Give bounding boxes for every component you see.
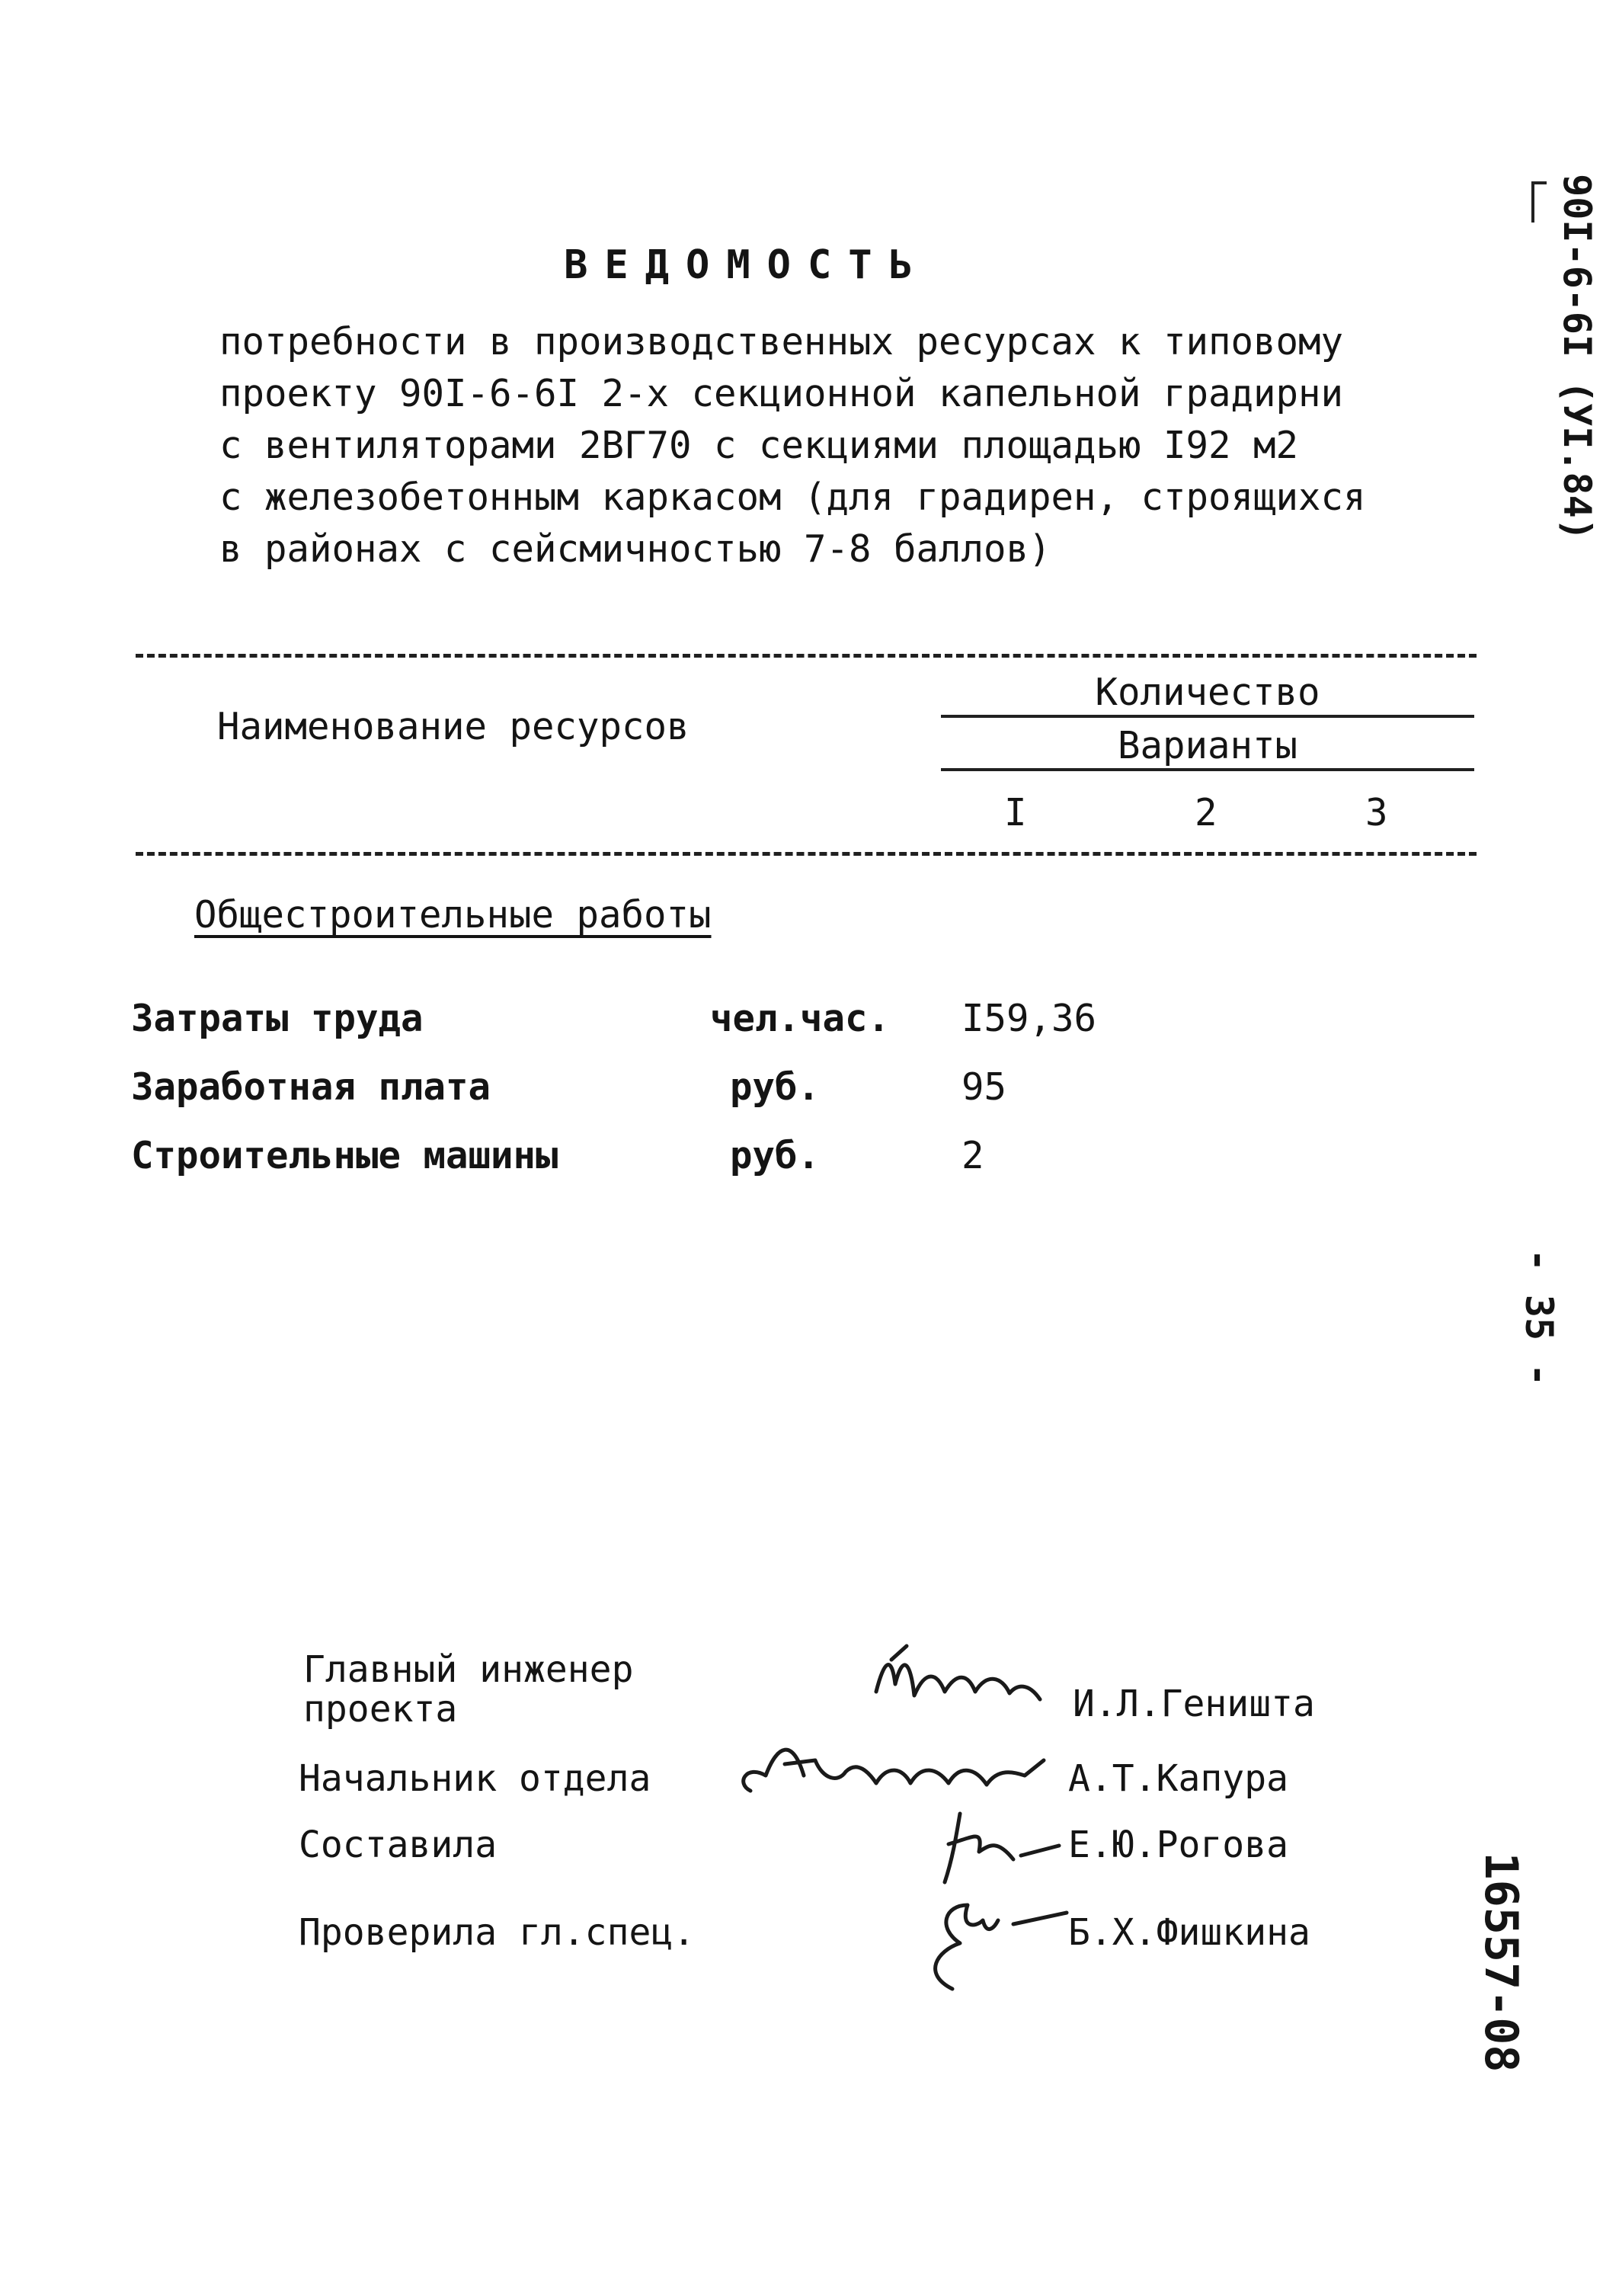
header-resource-name: Наименование ресурсов [217, 705, 690, 748]
row-3-unit: руб. [730, 1134, 821, 1177]
row-3-value: 2 [961, 1134, 984, 1177]
variants-underline [941, 768, 1474, 771]
header-quantity: Количество [1095, 671, 1320, 714]
row-2-name: Заработная плата [131, 1065, 491, 1109]
variant-label-2: 2 [1195, 791, 1217, 834]
archive-number: 16557-08 [1474, 1852, 1528, 2073]
signature-name-1: И.Л.Геништа [1073, 1683, 1315, 1725]
row-3-name: Строительные машины [131, 1134, 558, 1177]
row-1-value: I59,36 [961, 997, 1097, 1040]
corner-mark [1531, 181, 1547, 223]
table-top-rule [136, 654, 1477, 658]
row-1-unit: чел.час. [710, 997, 891, 1040]
signature-role-2: Начальник отдела [299, 1757, 651, 1800]
row-1-name: Затраты труда [131, 997, 424, 1040]
document-code: 90I-6-6I (УI.84) [1555, 174, 1599, 541]
signature-mark-1 [861, 1638, 1059, 1722]
document-title: ВЕДОМОСТЬ [564, 242, 929, 288]
subtitle-line-3: с вентиляторами 2ВГ70 с секциями площадью I92 м2 [219, 424, 1299, 467]
row-2-value: 95 [961, 1065, 1007, 1109]
signature-role-4: Проверила гл.спец. [299, 1911, 696, 1954]
subtitle-line-1: потребности в производственных ресурсах к типовому [219, 320, 1344, 363]
row-2-unit: руб. [730, 1065, 821, 1109]
variant-label-3: 3 [1365, 791, 1388, 834]
header-variants: Варианты [1117, 724, 1297, 767]
subtitle-line-4: с железобетонным каркасом (для градирен, строящихся [219, 476, 1366, 519]
signature-role-1: Главный инженер проекта [303, 1648, 634, 1731]
signature-name-4: Б.Х.Фишкина [1068, 1911, 1310, 1954]
subtitle-line-5: в районах с сейсмичностью 7-8 баллов) [219, 527, 1051, 571]
section-title: Общестроительные работы [194, 893, 712, 937]
signature-mark-4 [907, 1882, 1074, 1997]
variant-label-1: I [1004, 791, 1027, 834]
signature-mark-3 [922, 1798, 1067, 1890]
page-number: - 35 - [1517, 1248, 1561, 1387]
signature-role-3: Составила [299, 1824, 498, 1866]
quantity-underline [941, 715, 1474, 718]
table-header-rule [136, 852, 1477, 856]
signature-name-3: Е.Ю.Рогова [1068, 1824, 1288, 1866]
subtitle-line-2: проекту 90I-6-6I 2-х секционной капельной градирни [219, 372, 1344, 415]
signature-name-2: А.Т.Капура [1068, 1757, 1288, 1800]
